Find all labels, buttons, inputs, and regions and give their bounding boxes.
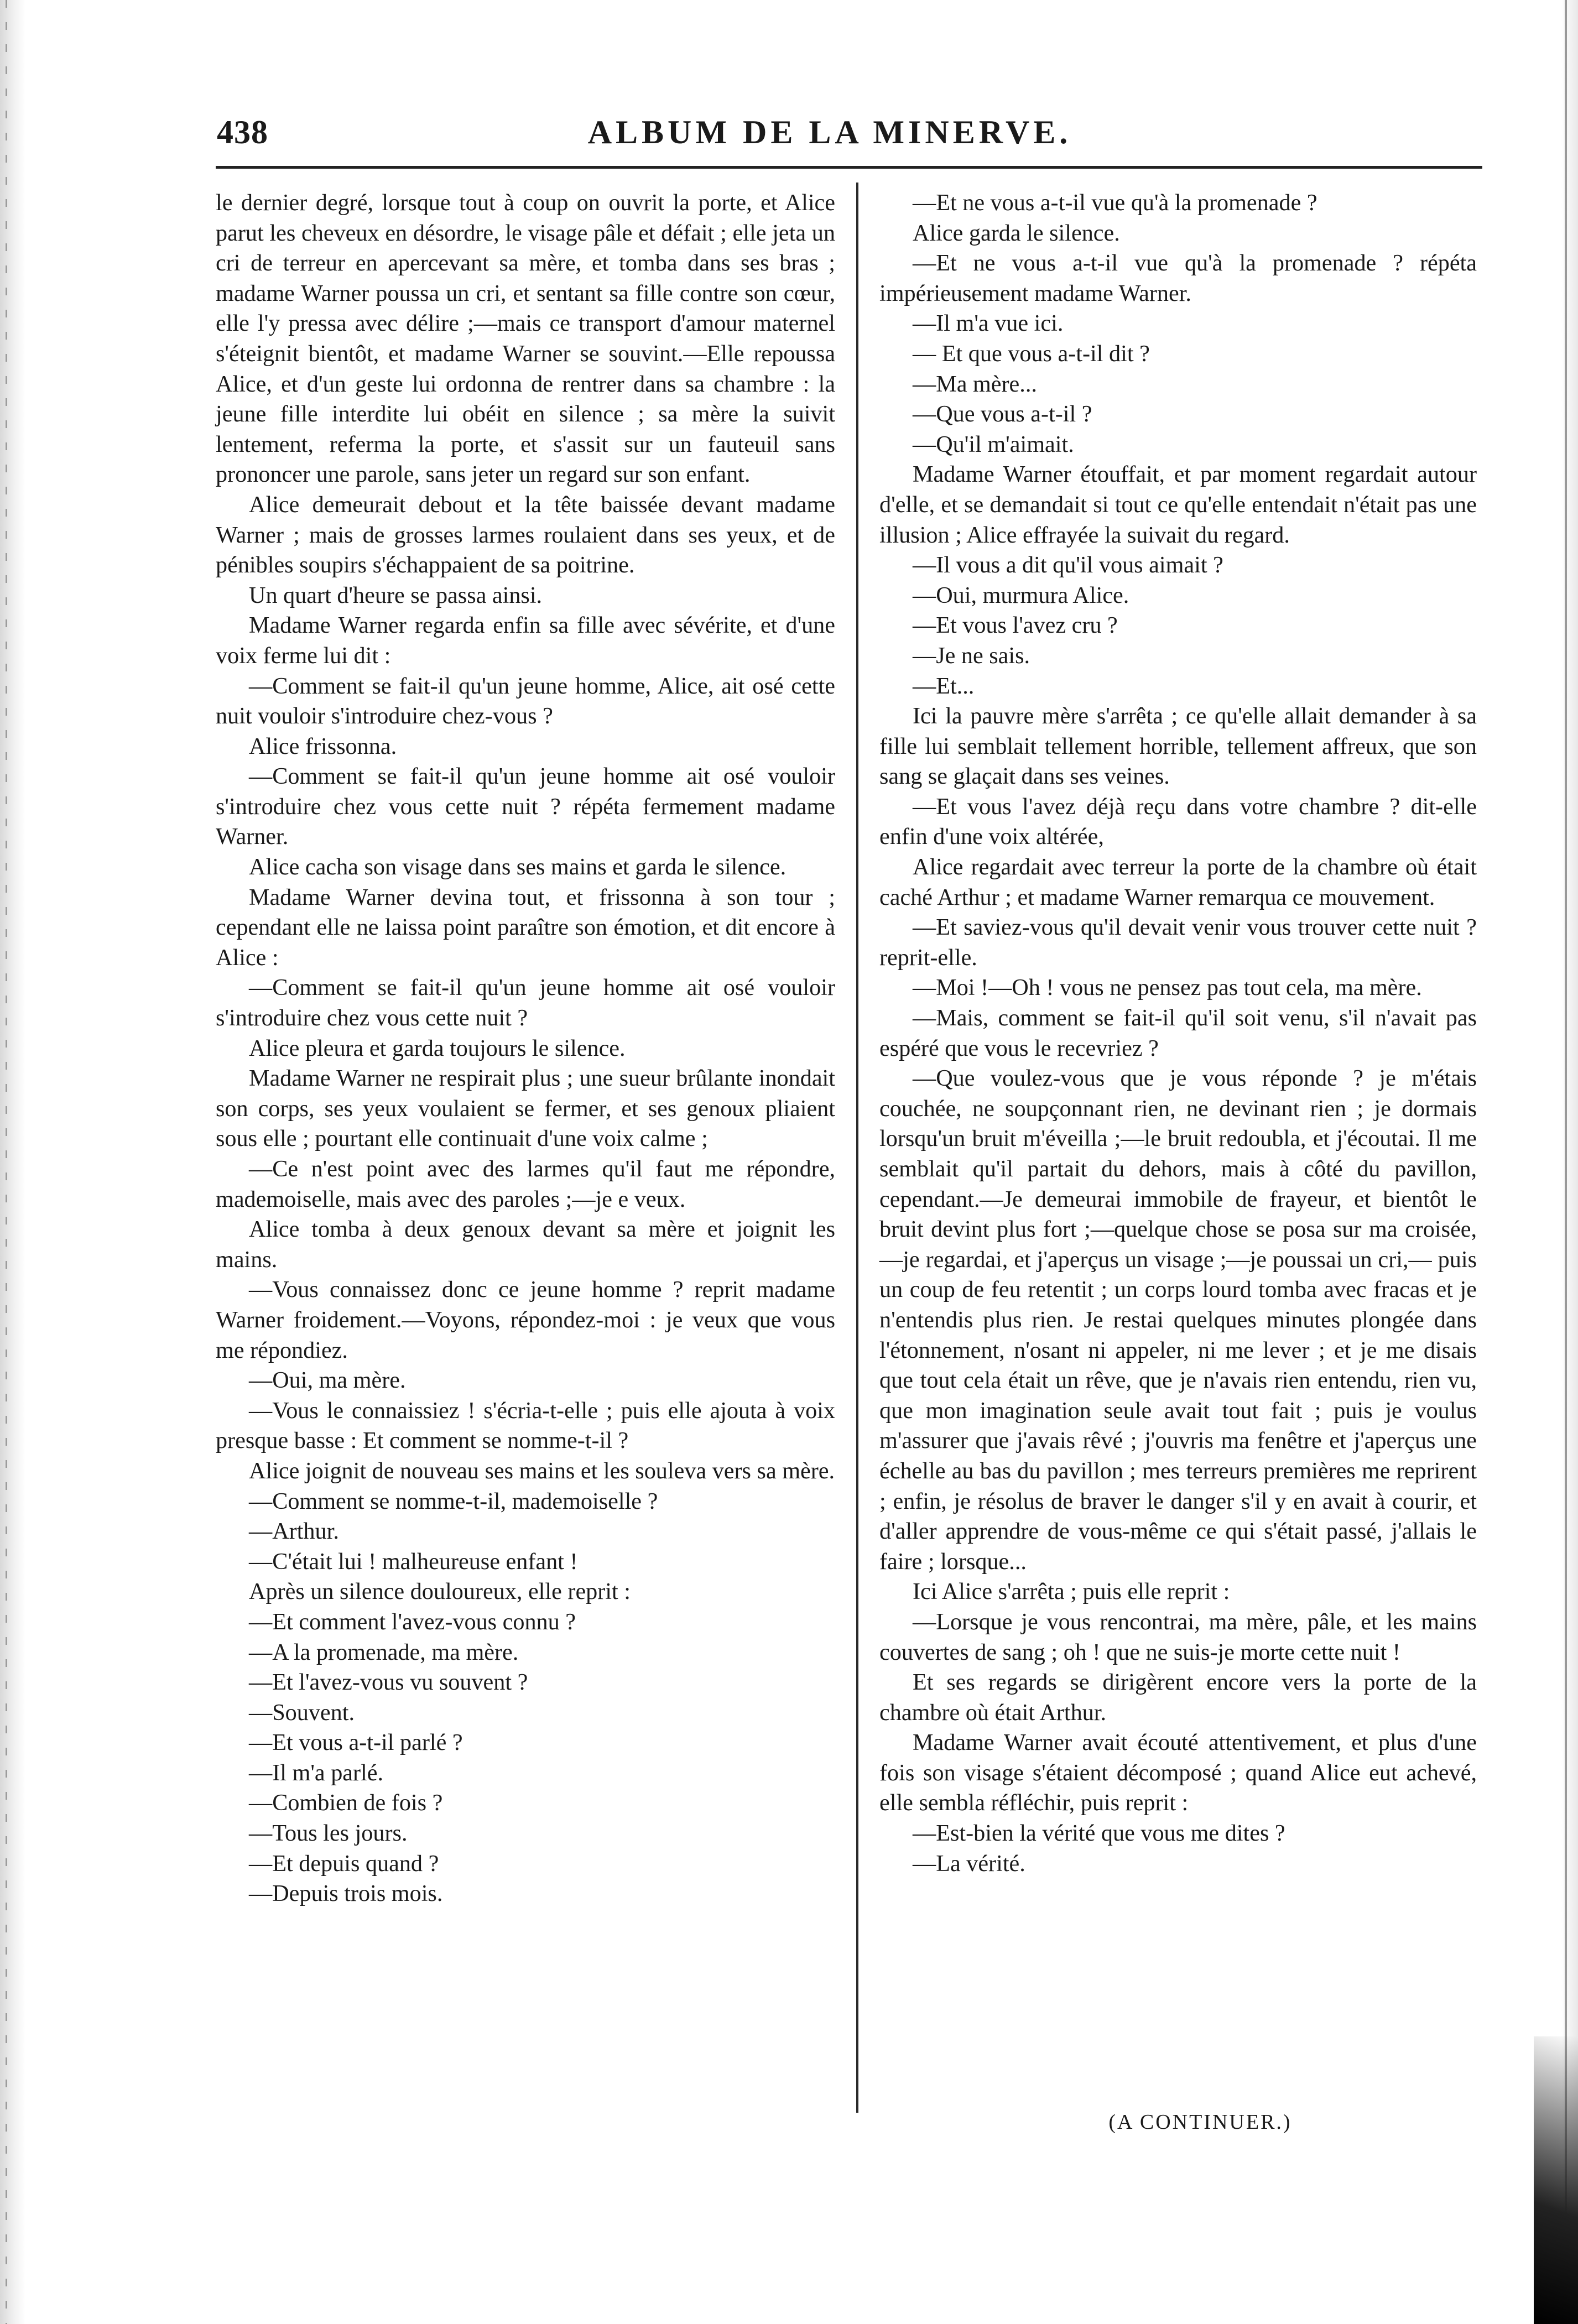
paragraph: —Il m'a parlé. xyxy=(249,1759,384,1786)
paragraph: —Moi !—Oh ! vous ne pensez pas tout cela, ma mère. xyxy=(913,975,1422,1001)
paragraph: Alice frissonna. xyxy=(249,733,397,759)
paragraph: —Comment se fait-il qu'un jeune homme, Alice, ait osé cette nuit vouloir s'introduire chez-vous ? xyxy=(216,673,835,729)
paragraph: —Ce n'est point avec des larmes qu'il faut me répondre, mademoiselle, mais avec des paroles ;—je e veux. xyxy=(216,1156,835,1212)
paragraph: —Souvent. xyxy=(249,1699,355,1726)
paragraph: Après un silence douloureux, elle reprit : xyxy=(249,1578,631,1605)
paragraph: Ici Alice s'arrêta ; puis elle reprit : xyxy=(913,1578,1230,1605)
page-title: ALBUM DE LA MINERVE. xyxy=(587,114,1072,150)
page-right-edge xyxy=(1561,0,1578,2324)
left-column xyxy=(216,188,835,1909)
page-left-edge xyxy=(0,0,25,2324)
paragraph: Madame Warner devina tout, et frissonna à son tour ; cependant elle ne laissa point paraître son émotion, et dit encore à Alice : xyxy=(216,884,835,971)
paragraph: —Il vous a dit qu'il vous aimait ? xyxy=(913,552,1223,579)
paragraph: —Et ne vous a-t-il vue qu'à la promenade ? xyxy=(913,190,1317,216)
paragraph: Alice demeurait debout et la tête baissée devant madame Warner ; mais de grosses larmes roulaient dans ses yeux, et de pénibles soupirs s'échappaient de sa poitrine. xyxy=(216,491,835,579)
paragraph: —Vous le connaissiez ! s'écria-t-elle ; puis elle ajouta à voix presque basse : Et comment se nomme-t-il ? xyxy=(216,1397,835,1454)
header-rule xyxy=(216,166,1482,169)
paragraph: Madame Warner avait écouté attentivement, et plus d'une fois son visage s'étaient décomposé ; quand Alice eut achevé, elle sembla réfléchir, puis reprit : xyxy=(879,1729,1477,1816)
paragraph: Madame Warner regarda enfin sa fille avec sévérite, et d'une voix ferme lui dit : xyxy=(216,612,835,669)
paragraph: —Et comment l'avez-vous connu ? xyxy=(249,1608,576,1635)
page-number: 438 xyxy=(217,114,268,150)
paragraph: —Il m'a vue ici. xyxy=(913,310,1064,337)
paragraph: —Et ne vous a-t-il vue qu'à la promenade ? répéta impérieusement madame Warner. xyxy=(879,250,1477,306)
paragraph: —Comment se fait-il qu'un jeune homme ait osé vouloir s'introduire chez vous cette nuit ? répéta fermement madame Warner. xyxy=(216,763,835,850)
paragraph: Alice joignit de nouveau ses mains et les souleva vers sa mère. xyxy=(249,1457,835,1484)
paragraph: —Et l'avez-vous vu souvent ? xyxy=(249,1669,528,1696)
paragraph: Ici la pauvre mère s'arrêta ; ce qu'elle allait demander à sa fille lui semblait tellement horrible, tellement affreux, que son sang se glaçait dans ses veines. xyxy=(879,703,1477,790)
page-corner-shadow xyxy=(1534,2036,1578,2324)
paragraph: le dernier degré, lorsque tout à coup on ouvrit la porte, et Alice parut les cheveux en désordre, le visage pâle et défait ; elle jeta un cri de terreur en apercevant sa mère, et tomba dans ses bras ; madame Warner poussa un cri, et sentant sa fille contre son cœur, elle l'y pressa avec délire ;—mais ce transport d'amour maternel s'éteignit bientôt, et madame Warner se souvint.—Elle repoussa Alice, et d'un geste lui ordonna de rentrer dans sa chambre : la jeune fille interdite lui obéit en silence ; sa mère la suivit lentement, referma la porte, et s'assit sur un fauteuil sans prononcer une parole, sans jeter un regard sur son enfant. xyxy=(216,190,835,488)
paragraph: —Et saviez-vous qu'il devait venir vous trouver cette nuit ? reprit-elle. xyxy=(879,914,1477,971)
paragraph: —Et vous l'avez cru ? xyxy=(913,612,1118,639)
paragraph: Et ses regards se dirigèrent encore vers la porte de la chambre où était Arthur. xyxy=(879,1669,1477,1726)
paragraph: —Que vous a-t-il ? xyxy=(913,401,1092,428)
paragraph: Alice garda le silence. xyxy=(913,220,1120,246)
paragraph: —Qu'il m'aimait. xyxy=(913,431,1074,457)
paragraph: —Comment se nomme-t-il, mademoiselle ? xyxy=(249,1488,658,1514)
paragraph: —Oui, murmura Alice. xyxy=(913,582,1129,608)
paragraph: Madame Warner ne respirait plus ; une sueur brûlante inondait son corps, ses yeux voulaient se fermer, et ses genoux pliaient sous elle ; pourtant elle continuait d'une voix calme ; xyxy=(216,1065,835,1152)
paragraph: —Vous connaissez donc ce jeune homme ? reprit madame Warner froidement.—Voyons, répondez-moi : je veux que vous me répondiez. xyxy=(216,1276,835,1363)
paragraph: —Comment se fait-il qu'un jeune homme ait osé vouloir s'introduire chez vous cette nuit ? xyxy=(216,975,835,1031)
paragraph: —Oui, ma mère. xyxy=(249,1367,406,1394)
paragraph: —Arthur. xyxy=(249,1518,339,1545)
paragraph: Alice pleura et garda toujours le silence. xyxy=(249,1035,626,1061)
paragraph: Alice cacha son visage dans ses mains et garda le silence. xyxy=(249,854,787,880)
paragraph: —Et vous l'avez déjà reçu dans votre chambre ? dit-elle enfin d'une voix altérée, xyxy=(879,793,1477,850)
right-column xyxy=(879,188,1477,1879)
paragraph: Alice regardait avec terreur la porte de la chambre où était caché Arthur ; et madame Warner remarqua ce mouvement. xyxy=(879,854,1477,910)
paragraph: —Je ne sais. xyxy=(913,642,1030,669)
paragraph: —Combien de fois ? xyxy=(249,1790,443,1816)
paragraph: —C'était lui ! malheureuse enfant ! xyxy=(249,1548,578,1575)
paragraph: —Lorsque je vous rencontrai, ma mère, pâle, et les mains couvertes de sang ; oh ! que ne suis-je morte cette nuit ! xyxy=(879,1608,1477,1665)
paragraph: —Depuis trois mois. xyxy=(249,1880,443,1907)
paragraph: Madame Warner étouffait, et par moment regardait autour d'elle, et se demandait si tout ce qu'elle entendait n'était pas une illusion ; Alice effrayée la suivait du regard. xyxy=(879,461,1477,548)
paragraph: —Est-bien la vérité que vous me dites ? xyxy=(913,1820,1285,1847)
paragraph: Alice tomba à deux genoux devant sa mère et joignit les mains. xyxy=(216,1216,835,1273)
continuation-note: (A CONTINUER.) xyxy=(1108,2111,1292,2134)
paragraph: — Et que vous a-t-il dit ? xyxy=(913,340,1150,367)
paragraph: —Mais, comment se fait-il qu'il soit venu, s'il n'avait pas espéré que vous le recevriez ? xyxy=(879,1005,1477,1061)
paragraph: Un quart d'heure se passa ainsi. xyxy=(249,582,543,608)
paragraph: —Et... xyxy=(913,673,975,699)
page-header xyxy=(166,113,1493,158)
column-divider xyxy=(856,183,858,2113)
paragraph: —Et depuis quand ? xyxy=(249,1850,439,1877)
paragraph: —Tous les jours. xyxy=(249,1820,408,1847)
paragraph: —A la promenade, ma mère. xyxy=(249,1639,519,1665)
paragraph: —Ma mère... xyxy=(913,371,1037,397)
paragraph: —Que voulez-vous que je vous réponde ? je m'étais couchée, ne soupçonnant rien, ne devinant rien ; je dormais lorsqu'un bruit m'éveilla ;—le bruit redoubla, et j'écoutai. Il me semblait qu'il partait du dehors, mais à côté du pavillon, cependant.—Je demeurai immobile de frayeur, et bientôt le bruit devint plus fort ;—quelque chose se posa sur ma croisée,—je regardai, et j'aperçus un visage ;—je poussai un cri,— puis un coup de feu retentit ; un corps lourd tomba avec fracas et je n'entendis plus rien. Je restai quelques minutes plongée dans l'étonnement, n'osant ni appeler, ni me lever ; et je me disais que tout cela était un rêve, que je n'avais rien entendu, rien vu, que mon imagination seule avait tout fait ; puis je voulus m'assurer que j'avais rêvé ; j'ouvris ma fenêtre et j'aperçus une échelle au bas du pavillon ; mes terreurs premières me reprirent ; enfin, je résolus de braver le danger s'il y en avait à courir, et d'aller apprendre de vous-même ce qui s'était passé, j'allais le faire ; lorsque... xyxy=(879,1065,1477,1575)
paragraph: —La vérité. xyxy=(913,1850,1025,1877)
paragraph: —Et vous a-t-il parlé ? xyxy=(249,1729,463,1756)
